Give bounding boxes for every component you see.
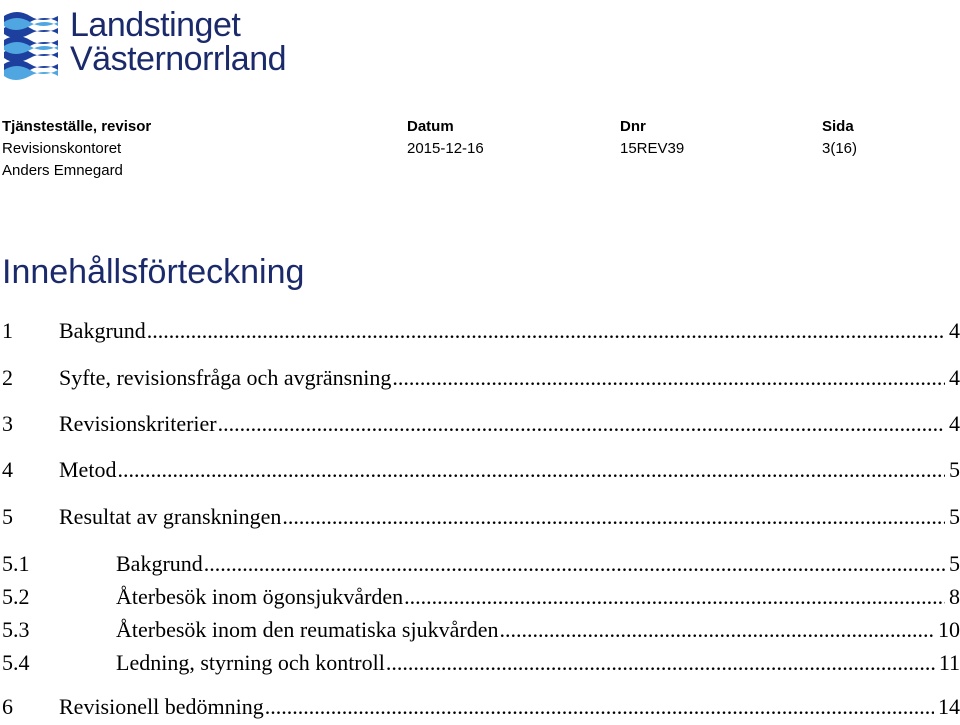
toc-entry-title: Revisionell bedömning: [59, 692, 264, 722]
toc-entry[interactable]: [0, 615, 960, 645]
toc-entry[interactable]: [0, 316, 960, 346]
toc-entry-page: 11: [935, 648, 960, 678]
toc-entry-number: 5.4: [2, 650, 30, 675]
meta-office-value: Revisionskontoret: [2, 140, 122, 157]
toc-entry[interactable]: [0, 502, 960, 532]
organization-name-line2: Västernorrland: [70, 40, 287, 78]
meta-date-label: Datum: [407, 118, 454, 135]
toc-entry-number: 5.3: [2, 617, 30, 642]
toc-entry-leader: [217, 409, 945, 439]
toc-entry-page: 10: [934, 615, 960, 645]
toc-entry-title: Ledning, styrning och kontroll: [116, 648, 385, 678]
toc-entry-number: 5.1: [2, 551, 30, 576]
toc-entry-page: 4: [945, 363, 960, 393]
toc-entry[interactable]: [0, 409, 960, 439]
toc-entry-page: 8: [945, 582, 960, 612]
toc-entry-title: Revisionskriterier: [59, 409, 217, 439]
toc-entry[interactable]: [0, 549, 960, 579]
meta-dnr: [620, 116, 684, 160]
toc-entry-leader: [116, 455, 945, 485]
toc-entry-page: 5: [945, 502, 960, 532]
toc-entry-title: Syfte, revisionsfråga och avgränsning: [59, 363, 391, 393]
toc-entry-leader: [264, 692, 934, 722]
toc-entry-leader: [403, 582, 945, 612]
organization-logo: [2, 6, 322, 82]
meta-page-label: Sida: [822, 118, 854, 135]
toc-entry-title: Återbesök inom ögonsjukvården: [116, 582, 403, 612]
toc-entry-leader: [498, 615, 934, 645]
toc-entry-leader: [391, 363, 945, 393]
toc-entry-number: 5: [2, 504, 13, 529]
meta-auditor-value: Anders Emnegard: [2, 162, 123, 179]
toc-entry-leader: [281, 502, 945, 532]
meta-date: [407, 116, 484, 160]
toc-title: Innehållsförteckning: [2, 253, 305, 291]
toc-entry-number: 1: [2, 318, 13, 343]
toc-entry-page: 5: [945, 455, 960, 485]
organization-name-line1: Landstinget: [70, 6, 241, 44]
toc-entry-number: 5.2: [2, 584, 30, 609]
toc-entry[interactable]: [0, 363, 960, 393]
toc-entry-number: 6: [2, 694, 13, 719]
toc-entry-title: Bakgrund: [116, 549, 203, 579]
toc-entry-page: 4: [945, 316, 960, 346]
meta-page: [822, 116, 857, 160]
organization-name: [70, 8, 286, 76]
toc-entry-number: 4: [2, 457, 13, 482]
toc-entry-title: Metod: [59, 455, 116, 485]
toc-entry-page: 5: [945, 549, 960, 579]
toc-entry-number: 3: [2, 411, 13, 436]
meta-date-value: 2015-12-16: [407, 140, 484, 157]
toc-entry[interactable]: [0, 582, 960, 612]
toc-entry[interactable]: [0, 455, 960, 485]
toc-entry[interactable]: [0, 692, 960, 722]
waves-logo-icon: [2, 6, 62, 80]
toc-entry-title: Återbesök inom den reumatiska sjukvården: [116, 615, 498, 645]
meta-page-value: 3(16): [822, 140, 858, 157]
toc-entry-leader: [203, 549, 945, 579]
toc-entry-title: Bakgrund: [59, 316, 146, 346]
toc-entry-number: 2: [2, 365, 13, 390]
toc-entry-title: Resultat av granskningen: [59, 502, 281, 532]
meta-dnr-label: Dnr: [620, 118, 646, 135]
toc-entry-leader: [385, 648, 935, 678]
toc-entry-page: 14: [934, 692, 960, 722]
toc-entry-leader: [146, 316, 945, 346]
toc-entry-page: 4: [945, 409, 960, 439]
toc-entry[interactable]: [0, 648, 960, 678]
meta-office-label: Tjänsteställe, revisor: [2, 118, 152, 135]
meta-office: [2, 116, 151, 182]
meta-dnr-value: 15REV39: [620, 140, 685, 157]
